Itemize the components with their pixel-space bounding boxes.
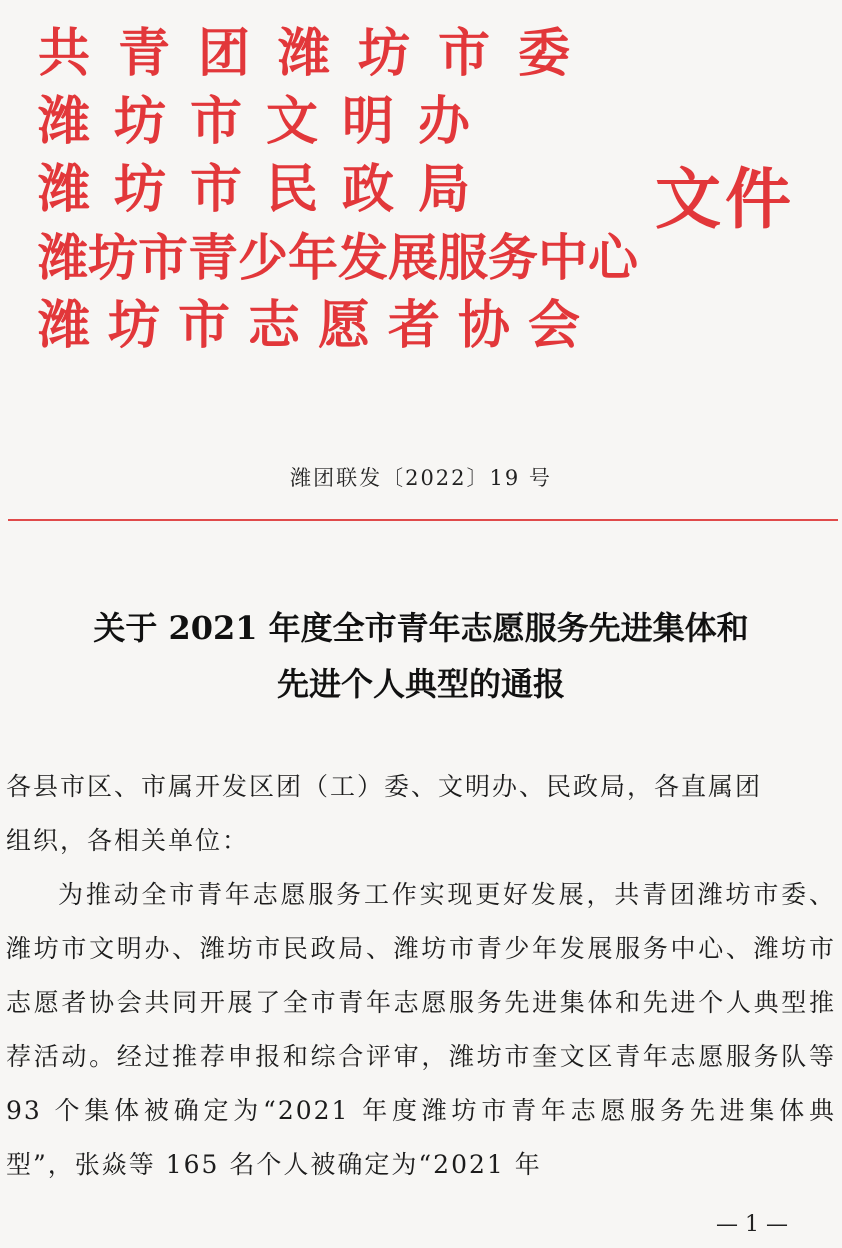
document-body: [6, 760, 836, 1192]
document-number: 潍团联发〔2022〕19 号: [290, 466, 552, 490]
page-number: — 1 —: [716, 1212, 788, 1237]
issuer-line: 共青团潍坊市委: [38, 24, 599, 84]
addressee-line: 组织，各相关单位：: [6, 826, 250, 855]
title-line-2: 先进个人典型的通报: [276, 665, 565, 703]
issuer-line: 潍坊市文明办: [38, 92, 495, 152]
document-type-label: 文件: [655, 161, 795, 238]
issuer-line: 潍坊市志愿者协会: [38, 296, 599, 356]
addressee-line: 各县市区、市属开发区团（工）委、文明办、民政局，各直属团: [6, 772, 763, 801]
issuer-line: 潍坊市青少年发展服务中心: [38, 229, 638, 287]
body-paragraph: 为推动全市青年志愿服务工作实现更好发展，共青团潍坊市委、潍坊市文明办、潍坊市民政局、潍坊市青少年发展服务中心、潍坊市志愿者协会共同开展了全市青年志愿服务先进集体和先进个人典型推荐活动。经过推荐申报和综合评审，潍坊市奎文区青年志愿服务队等 93 个集体被确定为“2021 年度潍坊市青年志愿服务先进集体典型”，张焱等 165 名个人被确定为“2021 年: [6, 880, 836, 1179]
red-divider-line: [8, 519, 838, 521]
document-title: [0, 600, 842, 712]
issuing-organizations: [38, 20, 638, 360]
title-line-1: 关于 2021 年度全市青年志愿服务先进集体和: [93, 609, 749, 647]
issuer-line: 潍坊市民政局: [38, 160, 495, 220]
